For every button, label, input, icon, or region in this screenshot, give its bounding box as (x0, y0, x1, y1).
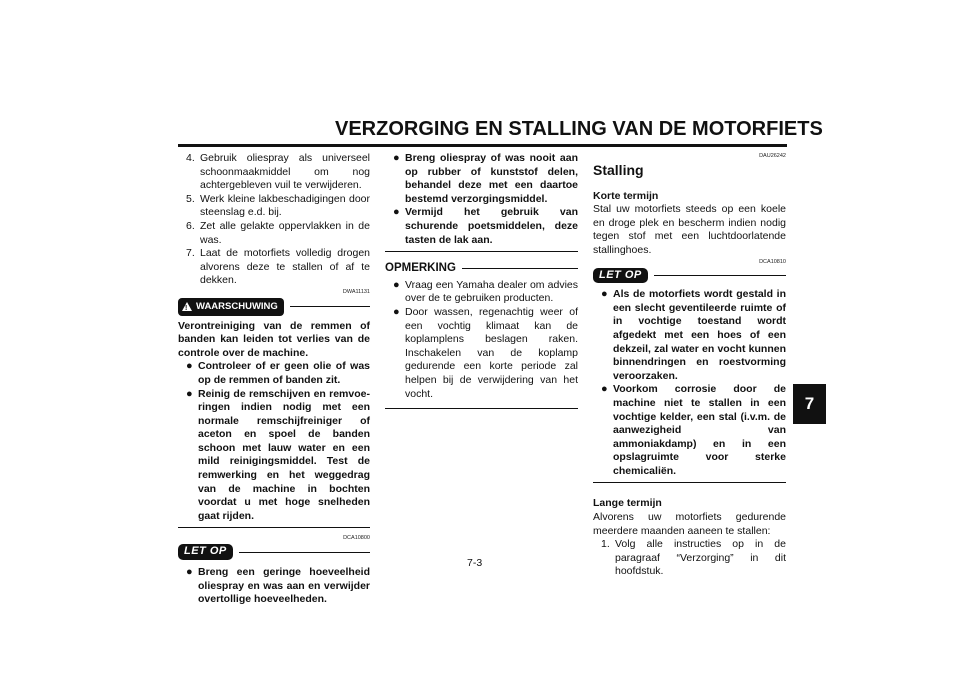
bullet-icon: ● (186, 360, 193, 373)
caution-rule (654, 275, 786, 276)
warning-bullet: ● Reinig de remschijven en remvoeringen indien nodig met een normale remschijfreiniger of aceton en spoel de banden schoon met lauw water en een mild reinigingsmiddel. Test de remwerking en het weggedrag van de machine in bochten voordat u met hoge snelheden gaat rijden. (186, 387, 370, 522)
caution-rule (239, 552, 370, 553)
column-1 (178, 152, 370, 607)
caution-header (178, 544, 370, 560)
bullet-icon: ● (186, 566, 193, 579)
warning-intro: Verontreiniging van de remmen of banden kan leiden tot verlies van de controle over de machine. (178, 319, 370, 359)
column-3 (593, 152, 786, 579)
caution-badge: LET OP (593, 268, 648, 284)
section-code: DAU26242 (759, 153, 786, 159)
note-bullet: ● Vraag een Yamaha dealer om advies over de te gebruiken producten. (393, 278, 578, 305)
bullet-icon: ● (393, 278, 400, 291)
long-term-text: Alvorens uw motorfiets gedurende meerdere maanden aaneen te stallen: (593, 511, 786, 537)
page-title: VERZORGING EN STALLING VAN DE MOTORFIETS (335, 118, 823, 140)
bullet-icon: ● (186, 387, 193, 400)
caution-code: DCA10800 (343, 535, 370, 542)
short-term-text: Stal uw motorfiets steeds op een koele en droge plek en bescherm indien nodig tegen stof met een luchtdoorlatende stallinghoes. (593, 203, 786, 256)
caution-bullet: ● Als de motorfiets wordt gestald in een slecht geventileerde ruimte of in vochtige toestand wordt afgedekt met een hoes of een dekzeil, zal water en vocht kunnen binnendringen en roestvorming veroorzaken. (601, 288, 786, 382)
warning-badge: ! WAARSCHUWING (178, 298, 284, 316)
bullet-icon: ● (601, 383, 608, 396)
note-rule (462, 268, 578, 269)
header-rule (178, 144, 787, 147)
caution-bullet: ● Voorkom corrosie door de machine niet te stallen in een vochtige kelder, een stal (i.v.m. de aanwezigheid van ammoniakdamp) en in een opslagruimte voor sterke chemicaliën. (601, 383, 786, 477)
step-item: 1. Volg alle instructies op in de paragraaf “Verzorging” in dit hoofdstuk. (601, 538, 786, 578)
step-item: 5. Werk kleine lakbeschadigingen door steenslag e.d. bij. (186, 192, 370, 219)
bullet-icon: ● (393, 206, 400, 219)
chapter-tab[interactable]: 7 (793, 384, 826, 424)
short-term-heading: Korte termijn (593, 189, 659, 202)
long-term-heading: Lange termijn (593, 497, 662, 510)
caution-end-rule (593, 482, 786, 483)
bullet-icon: ● (393, 152, 400, 164)
warning-end-rule (178, 527, 370, 528)
warning-code: DWA11131 (342, 288, 370, 295)
page-number: 7-3 (467, 557, 483, 569)
caution-header (593, 268, 786, 284)
caution-badge: LET OP (178, 544, 233, 560)
warning-triangle-icon: ! (182, 302, 192, 311)
warning-bullet: ● Controleer of er geen olie of was op de remmen of banden zit. (186, 360, 370, 386)
caution-bullet: ● Breng een geringe hoeveelheid oliespray en was aan en verwijder overtollige hoeveelheden. (186, 566, 370, 606)
caution-bullet: ● Vermijd het gebruik van schurende poetsmiddelen, deze tasten de lak aan. (393, 206, 578, 246)
warning-rule (290, 306, 370, 307)
section-title: Stalling (593, 162, 644, 178)
note-header: OPMERKING (385, 262, 578, 276)
caution-code: DCA10810 (759, 258, 786, 265)
note-end-rule (385, 408, 578, 409)
caution-bullet: ● Breng oliespray of was nooit aan op rubber of kunststof delen, behandel deze met een daartoe bestemd verzorgingsmiddel. (393, 152, 578, 205)
step-item: 4. Gebruik oliespray als universeel schoonmaakmiddel om nog achtergebleven vuil te verwijderen. (186, 152, 370, 192)
warning-header (178, 298, 370, 316)
step-item: 7. Laat de motorfiets volledig drogen alvorens deze te stallen of af te dekken. (186, 247, 370, 287)
bullet-icon: ● (601, 288, 608, 301)
column-2 (385, 152, 578, 415)
caution-end-rule (385, 251, 578, 252)
note-bullet: ● Door wassen, regenachtig weer of een vochtig klimaat kan de koplamplens beslagen raken. Inschakelen van de koplamp gedurende een korte periode zal helpen bij de verwijdering van het vocht. (393, 305, 578, 400)
step-item: 6. Zet alle gelakte oppervlakken in de was. (186, 219, 370, 246)
bullet-icon: ● (393, 305, 400, 318)
